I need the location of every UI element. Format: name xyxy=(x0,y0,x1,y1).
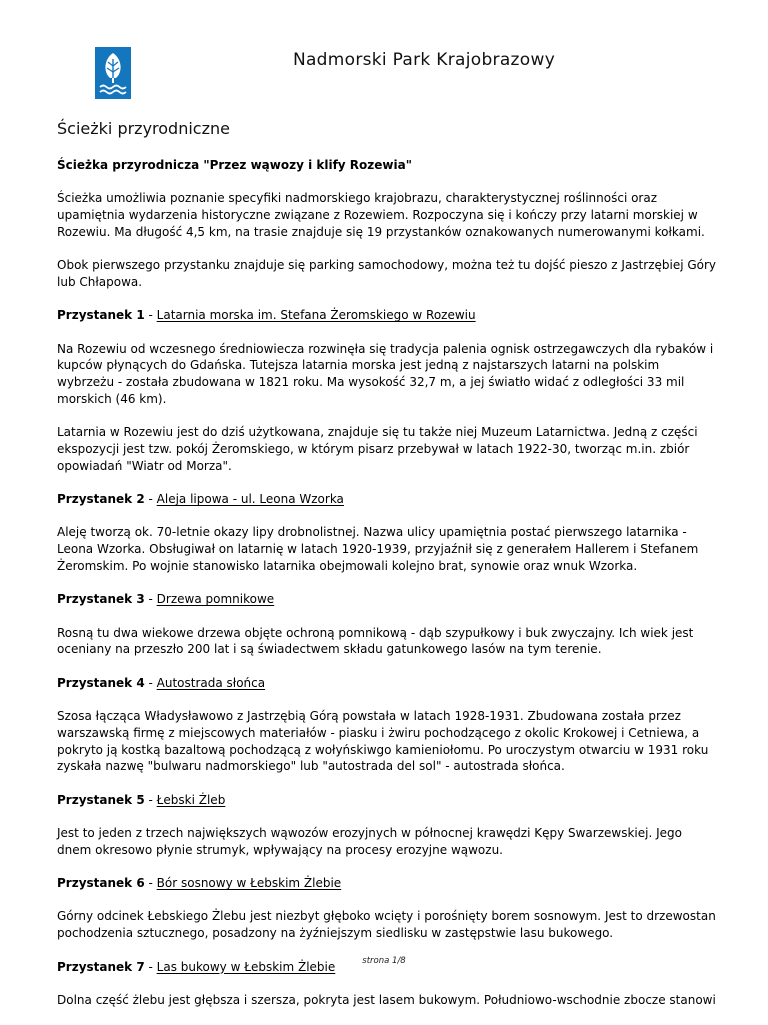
stop-paragraph: Na Rozewiu od wczesnego średniowiecza rozwinęła się tradycja palenia ognisk ostrzegawczych dla rybaków i kupców płynących do Gdańska. Tutejsza latarnia morska jest jedną z najstarszych latarni na polskim wybrzeżu - została zbudowana w 1821 roku. Ma wysokość 32,7 m, a jej światło widać z odległości 33 mil morskich (46 km). xyxy=(57,341,714,406)
stop-heading xyxy=(57,875,717,892)
page-number: strona 1/8 xyxy=(362,956,406,966)
stop-label: Przystanek 3 xyxy=(57,592,145,607)
stop-paragraph: Górny odcinek Łebskiego Żlebu jest niezbyt głęboko wcięty i porośnięty borem sosnowym. Jest to drzewostan pochodzenia sztucznego, posadzony na żyźniejszym siedlisku w zastępstwie lasu bukowego. xyxy=(57,909,716,941)
intro-paragraph: Ścieżka umożliwia poznanie specyfiki nadmorskiego krajobrazu, charakterystycznej roślinności oraz upamiętnia wydarzenia historyczne związane z Rozewiem. Rozpoczyna się i kończy przy latarni morskiej w Rozewiu. Ma długość 4,5 km, na trasie znajduje się 19 przystanków oznakowanych numerowanymi kołkami. xyxy=(57,191,705,239)
stop-heading xyxy=(57,792,717,809)
stop-separator: - xyxy=(144,308,157,323)
stop-paragraph: Latarnia w Rozewiu jest do dziś użytkowana, znajduje się tu także niej Muzeum Latarnictwa. Jedną z części ekspozycji jest tzw. pokój Żeromskiego, w którym pisarz przebywał w latach 1922-30, tworząc m.in. zbiór opowiadań "Wiatr od Morza". xyxy=(57,425,698,473)
stop-link[interactable]: Łebski Żleb xyxy=(156,792,226,807)
stop-separator: - xyxy=(144,492,157,507)
stop-heading xyxy=(57,307,717,324)
site-title: Nadmorski Park Krajobrazowy xyxy=(292,50,556,70)
stop-heading xyxy=(57,675,717,692)
stop-link[interactable]: Latarnia morska im. Stefana Żeromskiego w Rozewiu xyxy=(156,308,476,323)
section-title: Ścieżki przyrodniczne xyxy=(57,119,230,138)
stop-heading xyxy=(57,491,717,508)
stop-link[interactable]: Autostrada słońca xyxy=(156,675,266,690)
stop-label: Przystanek 5 xyxy=(57,792,145,807)
stop-label: Przystanek 2 xyxy=(57,492,145,507)
stop-paragraph: Rosną tu dwa wiekowe drzewa objęte ochroną pomnikową - dąb szypułkowy i buk zwyczajny. Ich wiek jest oceniany na przeszło 200 lat i są świadectwem składu gatunkowego lasów na tym terenie. xyxy=(57,625,694,657)
stop-label: Przystanek 4 xyxy=(57,675,145,690)
intro-paragraph: Obok pierwszego przystanku znajduje się parking samochodowy, można też tu dojść pieszo z Jastrzębiej Góry lub Chłapowa. xyxy=(57,258,717,289)
stop-paragraph: Jest to jeden z trzech największych wąwozów erozyjnych w północnej krawędzi Kępy Swarzewskiej. Jego dnem okresowo płynie strumyk, wpływający na procesy erozyjne wąwozu. xyxy=(57,826,682,857)
article-content xyxy=(57,157,717,1025)
stop-paragraph: Aleję tworzą ok. 70-letnie okazy lipy drobnolistnej. Nazwa ulicy upamiętnia postać pierwszego latarnika - Leona Wzorka. Obsługiwał on latarnię w latach 1920-1939, przyjaźnił się z generałem Hallerem i Stefanem Żeromskim. Po wojnie stanowisko latarnika obejmowali kolejno brat, synowie oraz wnuk Wzorka. xyxy=(57,525,699,574)
stop-paragraph: Szosa łącząca Władysławowo z Jastrzębią Górą powstała w latach 1928-1931. Zbudowana została przez warszawską firmę z miejscowych materiałów - piasku i żwiru pochodzącego z okolic Krokowej i Cetniewa, a pokryto ją kostką bazaltową pochodzącą z wołyńskiwgo kamieniołomu. Po uroczystym otwarciu w 1931 roku zyskała nazwę "bulwaru nadmorskiego" lub "autostrada del sol" - autostrada słońca. xyxy=(57,709,709,774)
stop-separator: - xyxy=(144,592,157,607)
stop-separator: - xyxy=(144,675,157,690)
stop-paragraph: Dolna część żlebu jest głębsza i szersza, pokryta jest lasem bukowym. Południowo-wschodnie zbocze stanowi xyxy=(57,992,716,1007)
stop-link[interactable]: Las bukowy w Łebskim Żlebie xyxy=(156,959,336,974)
stop-link[interactable]: Bór sosnowy w Łebskim Żlebie xyxy=(156,876,342,891)
trail-title: Ścieżka przyrodnicza "Przez wąwozy i klify Rozewia" xyxy=(57,158,412,172)
stop-separator: - xyxy=(144,876,157,891)
stop-separator: - xyxy=(144,792,157,807)
stop-label: Przystanek 7 xyxy=(57,959,145,974)
stop-link[interactable]: Aleja lipowa - ul. Leona Wzorka xyxy=(156,492,344,507)
stop-heading xyxy=(57,591,717,608)
stop-label: Przystanek 1 xyxy=(57,308,145,323)
stop-link[interactable]: Drzewa pomnikowe xyxy=(156,592,275,607)
stop-label: Przystanek 6 xyxy=(57,876,145,891)
stop-separator: - xyxy=(144,959,157,974)
